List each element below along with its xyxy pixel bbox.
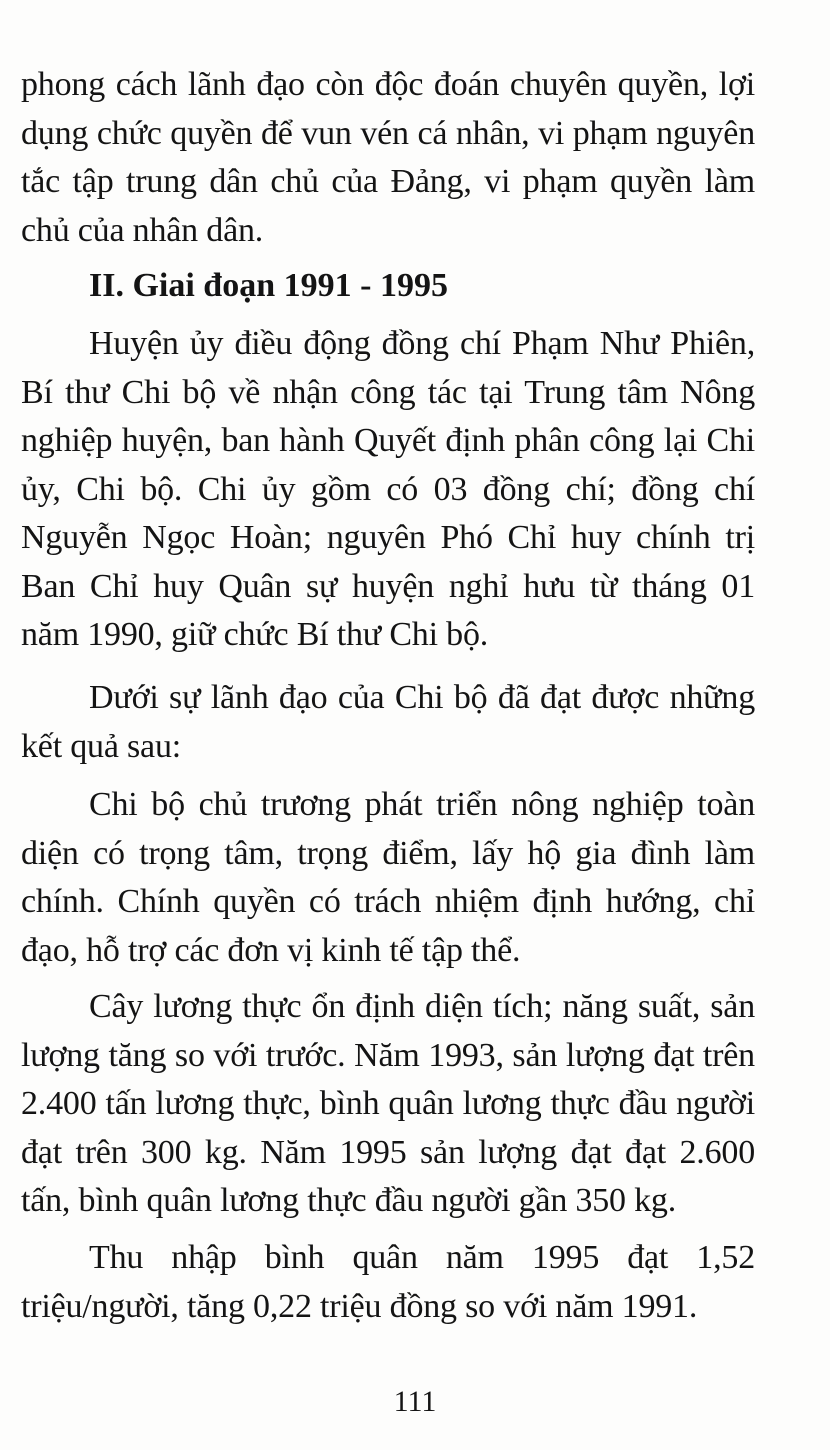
page-number: 111 [393,1385,437,1418]
paragraph-3: Chi bộ chủ trương phát triển nông nghiệp toàn diện có trọng tâm, trọng điểm, lấy hộ gia đình làm chính. Chính quyền có trách nhiệm định hướng, chỉ đạo, hỗ trợ các đơn vị kinh tế tập thể. [21,786,755,969]
section-heading: II. Giai đoạn 1991 - 1995 [89,267,448,304]
paragraph-2: Dưới sự lãnh đạo của Chi bộ đã đạt được những kết quả sau: [21,679,755,765]
paragraph-intro: phong cách lãnh đạo còn độc đoán chuyên quyền, lợi dụng chức quyền để vun vén cá nhân, vi phạm nguyên tắc tập trung dân chủ của Đảng, vi phạm quyền làm chủ của nhân dân. [21,66,755,249]
paragraph-5: Thu nhập bình quân năm 1995 đạt 1,52 triệu/người, tăng 0,22 triệu đồng so với năm 1991. [21,1239,755,1325]
paragraph-1: Huyện ủy điều động đồng chí Phạm Như Phiên, Bí thư Chi bộ về nhận công tác tại Trung tâm Nông nghiệp huyện, ban hành Quyết định phân công lại Chi ủy, Chi bộ. Chi ủy gồm có 03 đồng chí; đồng chí Nguyễn Ngọc Hoàn; nguyên Phó Chỉ huy chính trị Ban Chỉ huy Quân sự huyện nghỉ hưu từ tháng 01 năm 1990, giữ chức Bí thư Chi bộ. [21,325,755,653]
paragraph-4: Cây lương thực ổn định diện tích; năng suất, sản lượng tăng so với trước. Năm 1993, sản lượng đạt trên 2.400 tấn lương thực, bình quân lương thực đầu người đạt trên 300 kg. Năm 1995 sản lượng đạt đạt 2.600 tấn, bình quân lương thực đầu người gần 350 kg. [21,988,755,1219]
